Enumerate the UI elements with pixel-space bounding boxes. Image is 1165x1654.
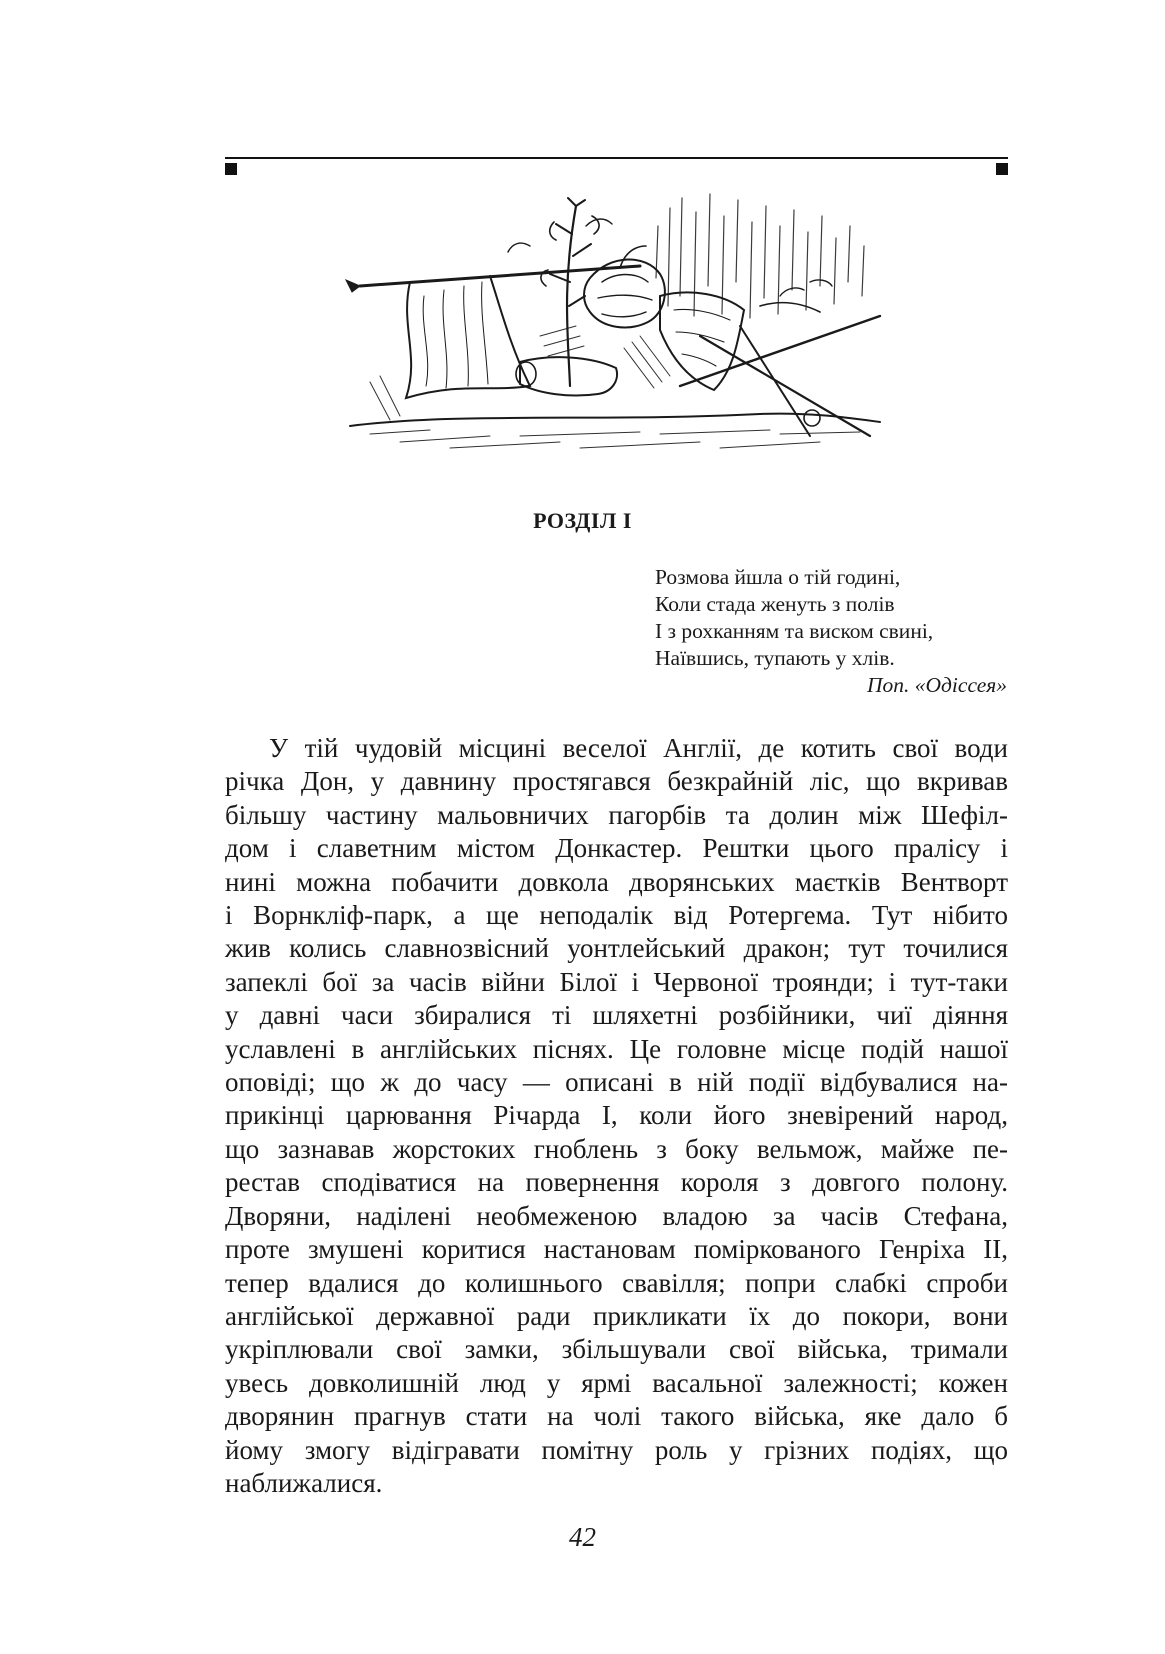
body-line: річка Дон, у давнину простягався безкрайній ліс, що вкривав: [225, 766, 1008, 797]
body-line: оповіді; що ж до часу — описані в ній події відбувалися на-: [225, 1067, 1008, 1098]
body-line: і Ворнкліф-парк, а ще неподалік від Ротергема. Тут нібито: [225, 900, 1008, 931]
body-line: у давні часи збиралися ті шляхетні розбійники, чиї діяння: [225, 1000, 1008, 1031]
body-line: увесь довколишній люд у ярмі васальної залежності; кожен: [225, 1367, 1008, 1398]
body-line: укріплювали свої замки, збільшували свої війська, тримали: [225, 1334, 1008, 1365]
chapter-title: РОЗДІЛ I: [533, 508, 632, 533]
body-line: жив колись славнозвісний уонтлейський дракон; тут точилися: [225, 933, 1008, 964]
body-line: дом і славетним містом Донкастер. Рештки цього пралісу і: [225, 833, 1008, 864]
body-line: більшу частину мальовничих пагорбів та долин між Шефіл-: [225, 799, 1008, 830]
epigraph-line: І з рохканням та виском свині,: [655, 619, 934, 643]
body-line: тепер вдалися до колишнього свавілля; попри слабкі спроби: [225, 1267, 1008, 1298]
body-line: уславлені в англійських піснях. Це головне місце подій нашої: [225, 1033, 1008, 1064]
body-line: У тій чудовій місцині веселої Англії, де котить свої води: [269, 733, 1008, 763]
body-line: запеклі бої за часів війни Білої і Червоної троянди; і тут-таки: [225, 966, 1008, 997]
body-line: прикінці царювання Річарда I, коли його зневірений народ,: [225, 1100, 1008, 1131]
body-line: рестав сподіватися на повернення короля з довгого полону.: [225, 1167, 1008, 1198]
body-paragraph: [225, 732, 1008, 1500]
epigraph: [655, 564, 1007, 699]
body-line: йому змогу відігравати помітну роль у грізних подіях, що: [225, 1434, 1008, 1465]
header-rule: [225, 157, 1008, 159]
epigraph-source: Поп. «Одіссея»: [867, 673, 1007, 697]
body-line: дворянин прагнув стати на чолі такого війська, яке дало б: [225, 1401, 1008, 1432]
body-line: наближалися.: [225, 1467, 383, 1498]
header-square-left: [225, 163, 237, 175]
epigraph-line: Наївшись, тупають у хлів.: [655, 646, 895, 670]
page-number: 42: [569, 1522, 596, 1552]
header-square-right: [996, 163, 1008, 175]
epigraph-line: Розмова йшла о тій годині,: [655, 565, 901, 589]
chapter-vignette-illustration: [340, 186, 890, 458]
body-line: англійської державної ради прикликати їх до покори, вони: [225, 1300, 1008, 1331]
body-line: Дворяни, наділені необмеженою владою за часів Стефана,: [225, 1200, 1008, 1231]
epigraph-line: Коли стада женуть з полів: [655, 592, 895, 616]
body-line: нині можна побачити довкола дворянських маєтків Вентворт: [225, 866, 1008, 897]
body-line: що зазнавав жорстоких гноблень з боку вельмож, майже пе-: [225, 1133, 1008, 1164]
body-line: проте змушені коритися настановам поміркованого Генріха II,: [225, 1234, 1008, 1265]
